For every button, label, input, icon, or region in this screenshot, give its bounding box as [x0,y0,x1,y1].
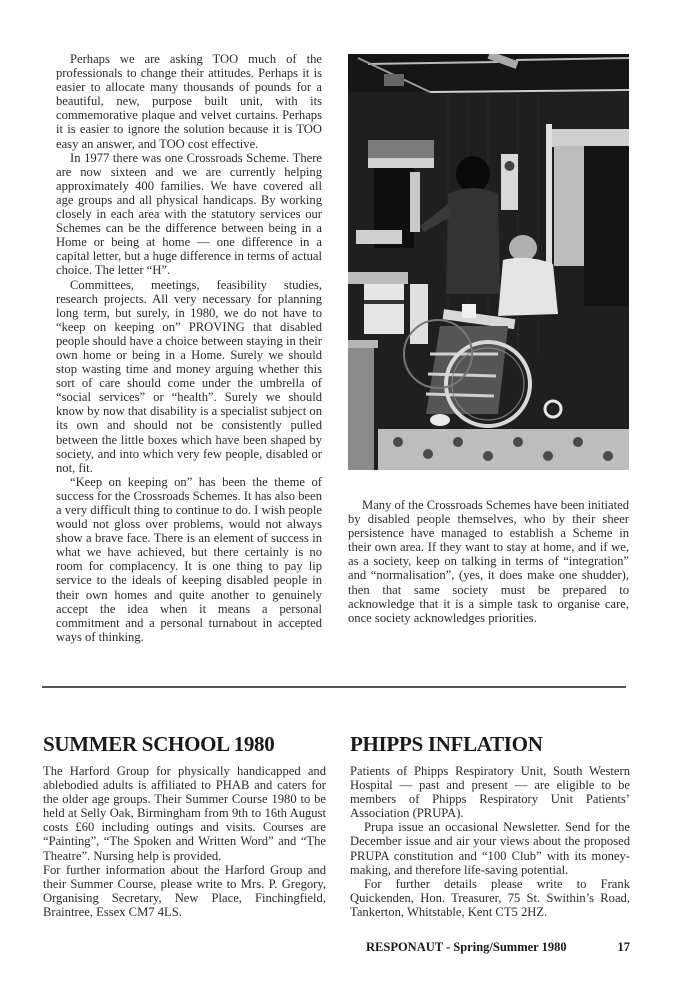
article-paragraph: Perhaps we are asking TOO much of the professionals to change their attitudes. Perhaps it is easier to allocate many thousands of pounds for a beautiful, new, purpose built unit, with its commemorative plaque and velvet curtains. Perhaps it is easier to ignore the solution because it is TOO easy an answer, and TOO cost effective. [56,52,322,151]
phipps-paragraph: Prupa issue an occasional Newsletter. Send for the December issue and air your views about the proposed PRUPA constitution and “100 Club” with its money-making, and therefore life-saving potential. [350,820,630,877]
summer-school-paragraph: For further information about the Harford Group and their Summer Course, please write to Mrs. P. Gregory, Organising Secretary, New Place, Finchingfield, Braintree, Essex CM7 4LS. [43,862,326,919]
publication-name: RESPONAUT - Spring/Summer 1980 [366,940,567,954]
summer-school-paragraph: The Harford Group for physically handicapped and ablebodied adults is affiliated to PHAB and caters for the older age groups. Their Summer Course 1980 to be held at Selly Oak, Birmingham from 9th to 16th August costs £60 including outings and visits. Courses are “Painting”, “The Spoken and Written Word” and “The Theatre”. Nursing help is provided. [43,764,326,863]
article-paragraph: In 1977 there was one Crossroads Scheme. There are now sixteen and we are currently helping approximately 400 families. We have covered all age groups and all physical handicaps. By working closely in each area with the statutory services our Schemes can be the difference between being in a Home or being at home — one difference in a capital letter, but a huge difference in terms of actual choice. The letter “H”. [56,150,322,278]
page-footer [366,940,630,955]
page-number: 17 [617,940,630,954]
phipps-paragraph: For further details please write to Frank Quickenden, Hon. Treasurer, 75 St. Swithin’s Road, Tankerton, Whitstable, Kent CT5 2HZ. [350,876,630,919]
phipps-paragraph: Patients of Phipps Respiratory Unit, South Western Hospital — past and present — are eligible to be members of Phipps Respiratory Unit Patients’ Association (PRUPA). [350,764,630,821]
phipps-inflation-headline: PHIPPS INFLATION [350,732,543,756]
phipps-inflation-body [350,764,630,919]
summer-school-body [43,764,326,919]
summer-school-headline: SUMMER SCHOOL 1980 [43,732,275,756]
article-paragraph: Committees, meetings, feasibility studies, research projects. All very necessary for planning long term, but surely, in 1980, we do not have to “keep on keeping on” PROVING that disabled people should have a choice between staying in their own home or being in a Home. Surely we should stop wasting time and money arguing whether this sort of care should come under the umbrella of “social services” or “health”. Surely we should know by now that disability is a specialist subject on its own and should not be consistently pulled between the little boxes which have been shaped by society, and into which very few people, disabled or not, fit. [56,277,322,475]
article-paragraph: Many of the Crossroads Schemes have been initiated by disabled people themselves, who by their sheer persistence have managed to establish a Scheme in their own area. If they want to stay at home, and if we, as a society, keep on talking in terms of “integration” and “normalisation”, (yes, it does make one shudder), then that same society must be prepared to acknowledge that it is a simple task to organise care, once society acknowledges priorities. [348,498,629,625]
article-left-column [56,52,322,644]
article-paragraph: “Keep on keeping on” has been the theme of success for the Crossroads Schemes. It has also been a very difficult thing to continue to do. I wish people would not gloss over problems, would not always show a brave face. There is an element of success in what we have achieved, but there certainly is no room for complacency. It is one thing to pay lip service to the ideals of keeping disabled people in their own homes and quite another to genuinely accept the idea when it means a personal commitment and a personal turnabout in accepted ways of thinking. [56,474,322,644]
section-divider [42,686,626,688]
wheelchair-photo [348,54,629,470]
article-right-column [348,498,629,625]
